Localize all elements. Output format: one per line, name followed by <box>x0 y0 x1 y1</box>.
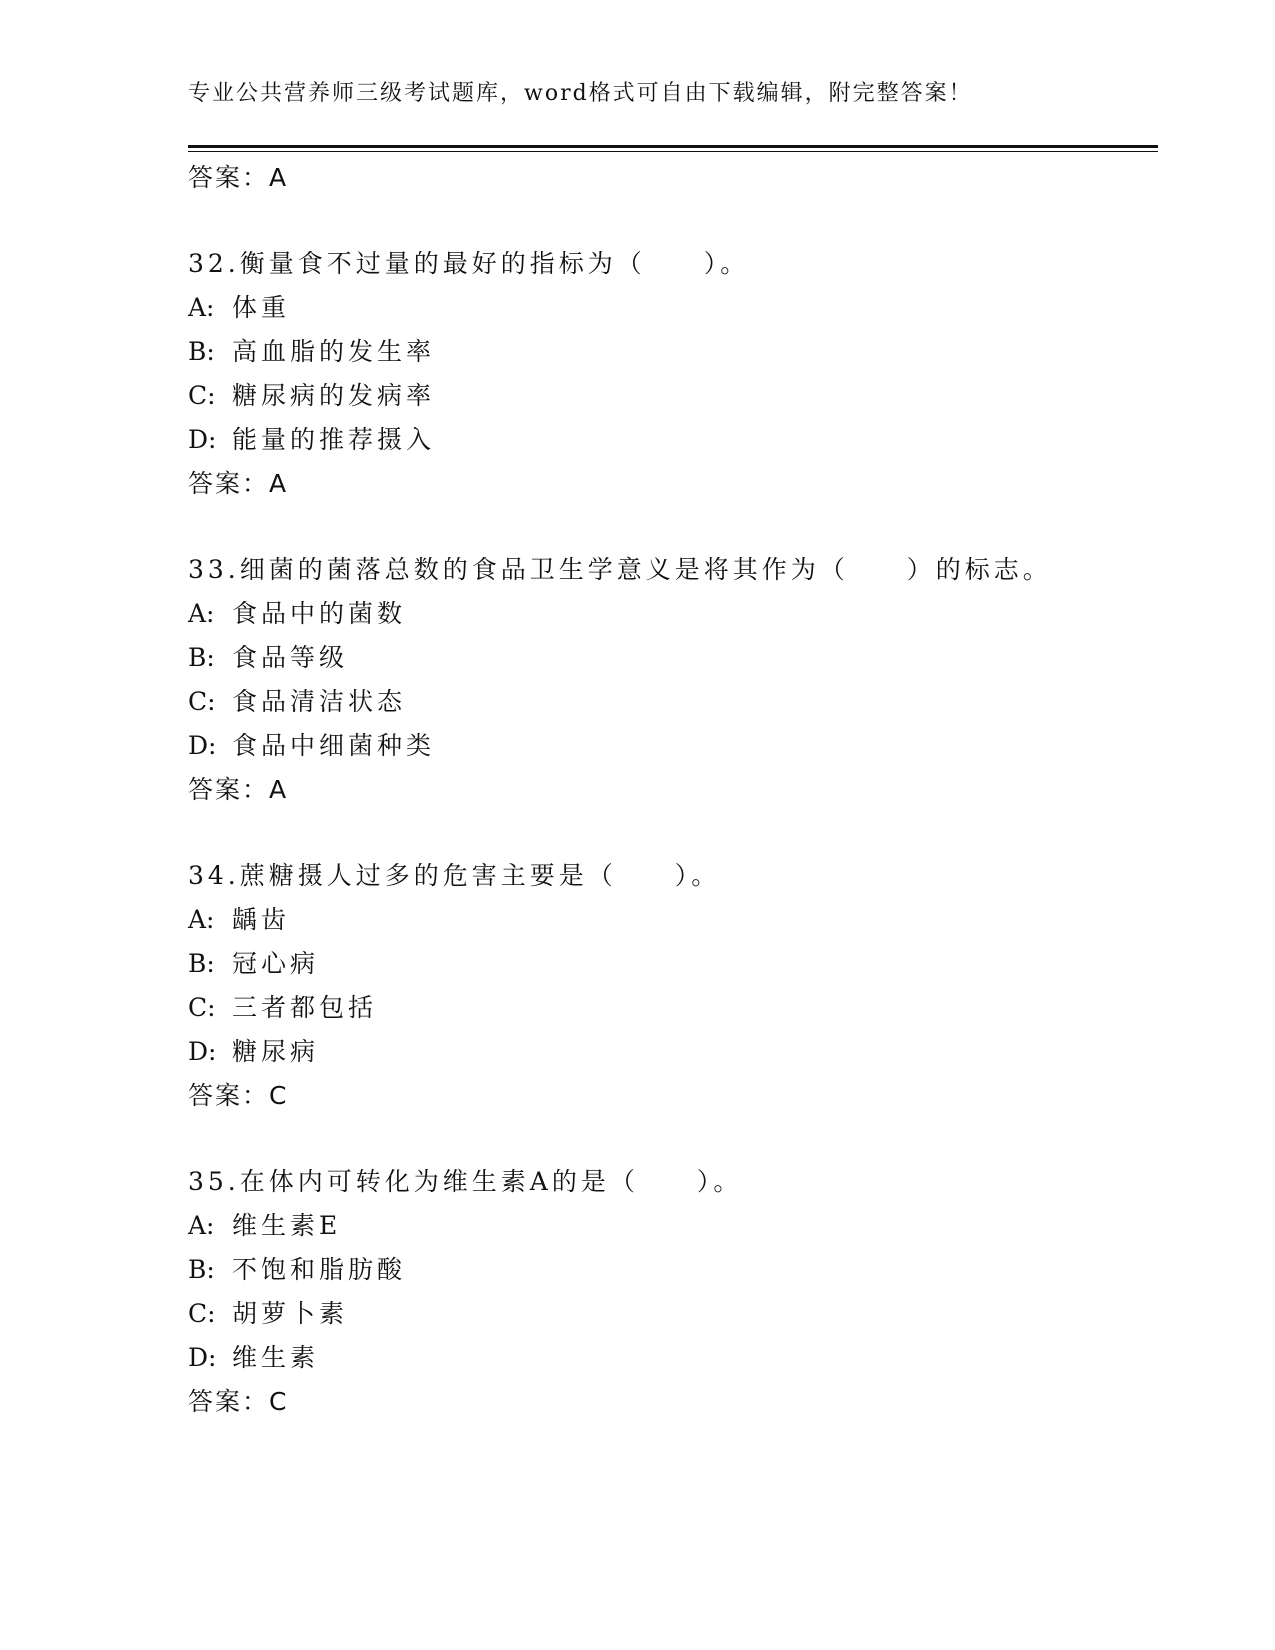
question-33-option-d <box>188 726 435 762</box>
option-text: 糖尿病的发病率 <box>232 381 436 410</box>
option-text: 龋齿 <box>232 905 291 934</box>
question-35-option-d <box>188 1338 319 1374</box>
question-34-option-b <box>188 944 319 980</box>
option-letter: C: <box>188 381 216 410</box>
question-33-stem: 33.细菌的菌落总数的食品卫生学意义是将其作为（ ）的标志。 <box>188 555 1052 584</box>
option-text: 食品等级 <box>232 643 349 672</box>
option-letter: D: <box>188 425 217 454</box>
question-33-option-c <box>188 682 406 718</box>
option-letter: D: <box>188 731 217 760</box>
option-text: 维生素 <box>232 1343 320 1372</box>
option-letter: B: <box>188 643 215 672</box>
header-rule-thin <box>188 151 1158 152</box>
option-letter: C: <box>188 687 216 716</box>
option-text: 糖尿病 <box>232 1037 320 1066</box>
option-text: 食品中细菌种类 <box>232 731 436 760</box>
question-35-stem: 35.在体内可转化为维生素A的是（ ）。 <box>188 1167 743 1196</box>
option-text: 三者都包括 <box>232 993 378 1022</box>
question-35-answer: 答案：C <box>188 1387 289 1416</box>
option-letter: D: <box>188 1037 217 1066</box>
option-text: 食品中的菌数 <box>232 599 407 628</box>
page-header: 专业公共营养师三级考试题库，word格式可自由下载编辑，附完整答案！ <box>188 81 973 106</box>
question-32-stem: 32.衡量食不过量的最好的指标为（ ）。 <box>188 249 750 278</box>
option-text: 冠心病 <box>232 949 320 978</box>
option-letter: A: <box>188 905 215 934</box>
question-35-option-a <box>188 1206 341 1242</box>
option-text: 维生素E <box>232 1211 342 1240</box>
question-34-option-c <box>188 988 377 1024</box>
question-34-option-a <box>188 900 290 936</box>
question-32-answer: 答案：A <box>188 469 289 498</box>
option-letter: A: <box>188 599 215 628</box>
previous-answer: 答案：A <box>188 163 289 192</box>
option-letter: D: <box>188 1343 217 1372</box>
option-letter: B: <box>188 1255 215 1284</box>
option-letter: C: <box>188 993 216 1022</box>
question-33-option-b <box>188 638 348 674</box>
question-33-option-a <box>188 594 406 630</box>
question-32-option-b <box>188 332 435 368</box>
header-rule-thick <box>188 145 1158 148</box>
question-35-option-b <box>188 1250 406 1286</box>
option-text: 体重 <box>232 293 291 322</box>
question-32-option-a <box>188 288 290 324</box>
question-34-answer: 答案：C <box>188 1081 289 1110</box>
option-text: 胡萝卜素 <box>232 1299 349 1328</box>
option-letter: A: <box>188 293 215 322</box>
option-text: 食品清洁状态 <box>232 687 407 716</box>
question-32-option-d <box>188 420 435 456</box>
option-letter: A: <box>188 1211 215 1240</box>
option-text: 不饱和脂肪酸 <box>232 1255 407 1284</box>
question-35-option-c <box>188 1294 348 1330</box>
option-letter: B: <box>188 337 215 366</box>
question-34-stem: 34.蔗糖摄人过多的危害主要是（ ）。 <box>188 861 721 890</box>
option-text: 能量的推荐摄入 <box>232 425 436 454</box>
question-32-option-c <box>188 376 435 412</box>
option-letter: C: <box>188 1299 216 1328</box>
option-text: 高血脂的发生率 <box>232 337 436 366</box>
question-33-answer: 答案：A <box>188 775 289 804</box>
option-letter: B: <box>188 949 215 978</box>
question-34-option-d <box>188 1032 319 1068</box>
